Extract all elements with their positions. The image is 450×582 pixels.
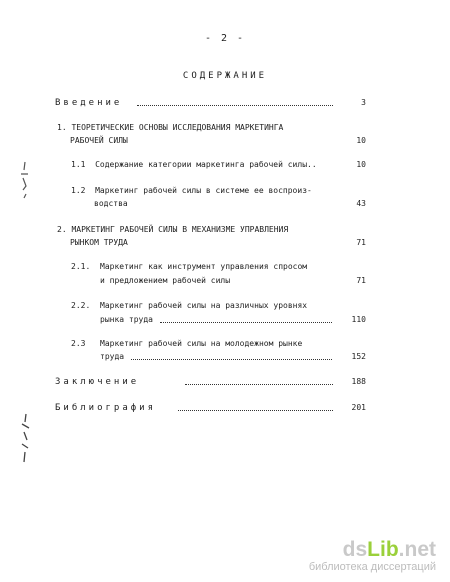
toc-conclusion-label: Заключение (55, 377, 140, 387)
toc-ch2-label-line1: 2. МАРКЕТИНГ РАБОЧЕЙ СИЛЫ В МЕХАНИЗМЕ УПРАВЛЕНИЯ (57, 225, 289, 234)
margin-mark-bottom (18, 412, 34, 467)
toc-ch2-label-line2: РЫНКОМ ТРУДА (70, 238, 128, 247)
toc-s23-label-line2: труда (100, 352, 125, 361)
toc-s21-number: 2.1. (71, 262, 91, 271)
toc-s22-page: 110 (351, 315, 366, 324)
toc-conclusion-page: 188 (351, 377, 366, 386)
watermark-logo-ds: ds (342, 538, 368, 561)
toc-s22-label-line1: Маркетинг рабочей силы на различных уровнях (100, 301, 308, 310)
toc-intro-label: Введение (55, 98, 123, 108)
toc-s11-page: 10 (356, 160, 366, 169)
toc-s11-label: 1.1 Содержание категории маркетинга рабочей силы.. (71, 160, 317, 169)
toc-s12-label-line1: 1.2 Маркетинг рабочей силы в системе ее воспроиз- (71, 186, 312, 195)
watermark-dslib (309, 539, 436, 574)
toc-s12-page: 43 (356, 199, 366, 208)
toc-s23-leader (131, 359, 332, 360)
toc-s12-label-line2: водства (94, 199, 128, 208)
watermark-subtitle: библиотека диссертаций (308, 561, 436, 573)
toc-s21-page: 71 (356, 276, 366, 285)
watermark-logo (309, 539, 436, 561)
toc-s22-leader (160, 322, 332, 323)
toc-bibliography-leader (178, 410, 333, 411)
watermark-logo-lib: Lib (367, 538, 399, 561)
toc-s23-label-line1: Маркетинг рабочей силы на молодежном рынке (100, 339, 303, 348)
toc-bibliography-label: Библиография (55, 403, 157, 413)
toc-s21-label-line2: и предложением рабочей силы (100, 276, 231, 285)
toc-ch2-page: 71 (356, 238, 366, 247)
toc-conclusion-leader (185, 384, 333, 385)
toc-s23-page: 152 (351, 352, 366, 361)
toc-s22-label-line2: рынка труда (100, 315, 153, 324)
toc-intro-page: 3 (361, 98, 366, 107)
margin-mark-top (18, 160, 32, 203)
watermark-logo-net: .net (398, 538, 436, 561)
page-number: - 2 - (204, 33, 246, 44)
toc-s22-number: 2.2. (71, 301, 91, 310)
toc-ch1-label-line2: РАБОЧЕЙ СИЛЫ (70, 136, 128, 145)
toc-s21-label-line1: Маркетинг как инструмент управления спросом (100, 262, 308, 271)
toc-ch1-page: 10 (356, 136, 366, 145)
toc-title: СОДЕРЖАНИЕ (182, 71, 268, 81)
toc-s23-number: 2.3 (71, 339, 86, 348)
toc-ch1-label-line1: 1. ТЕОРЕТИЧЕСКИЕ ОСНОВЫ ИССЛЕДОВАНИЯ МАРКЕТИНГА (57, 123, 284, 132)
toc-bibliography-page: 201 (351, 403, 366, 412)
toc-intro-leader (137, 105, 333, 106)
